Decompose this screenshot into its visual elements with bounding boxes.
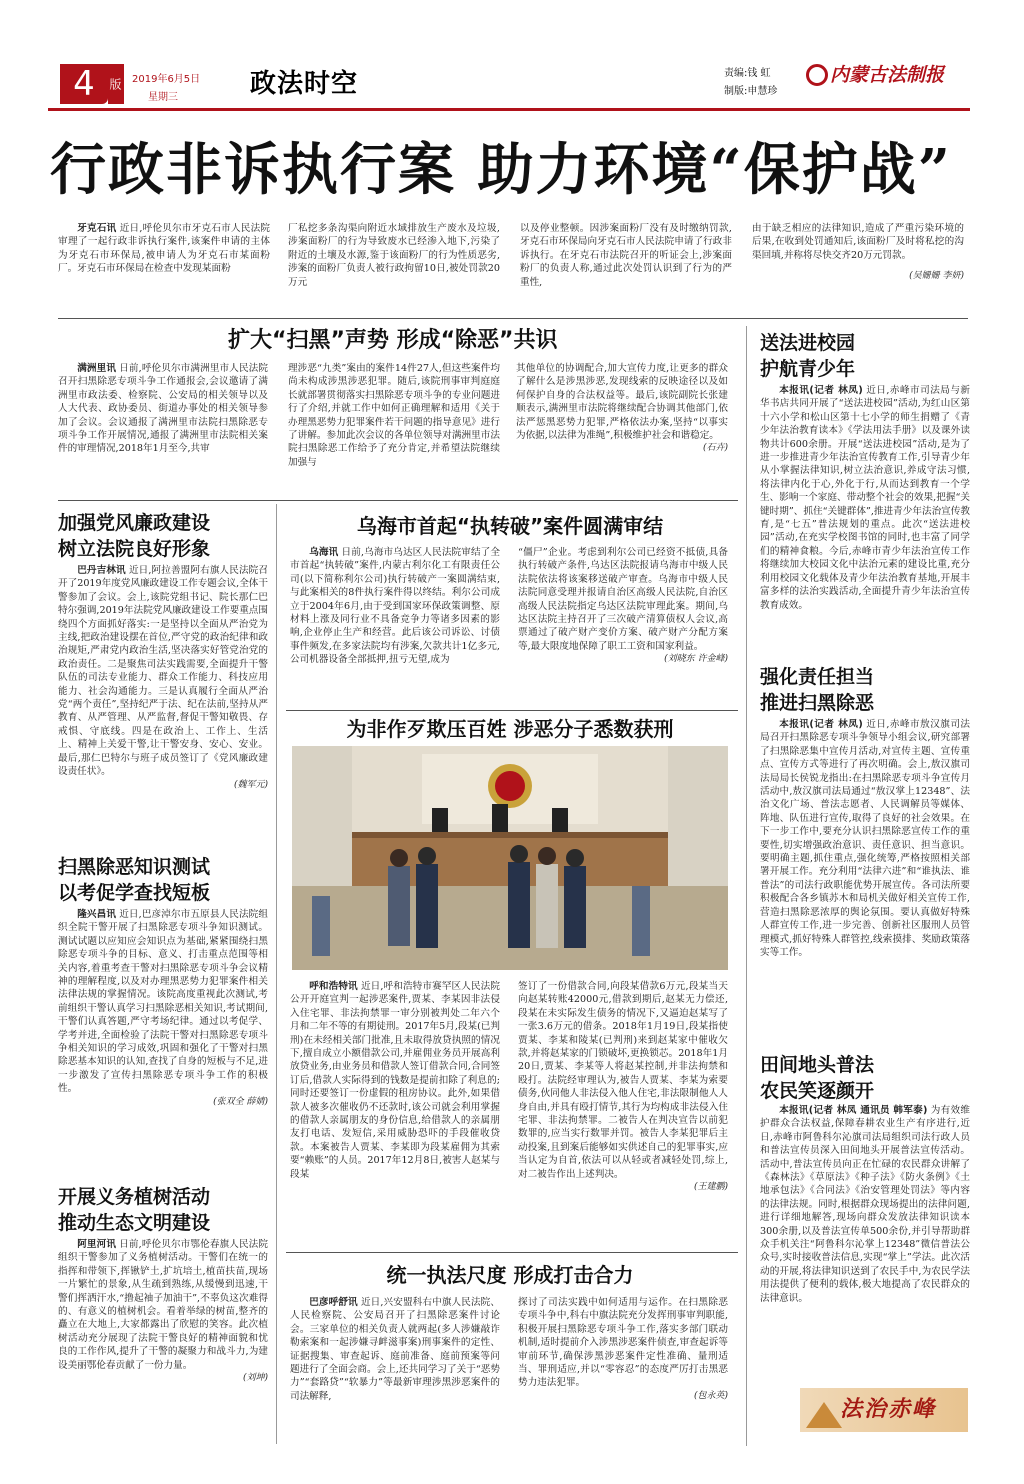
test-signature: (张双全 薛婧) [213, 1096, 268, 1107]
tree-byline: 阿里河讯 [77, 1239, 117, 1250]
xiao-byline: 本报讯(记者 林凤) [779, 385, 863, 396]
test-byline: 隆兴昌讯 [77, 909, 117, 920]
test-text: 近日,巴彦淖尔市五原县人民法院组织全院干警开展了扫黑除恶专项斗争知识测试。测试试题以应知应会知识点为基础,紧紧围绕扫黑除恶专项斗争的目标、意义、打击重点范围等相关内容,着重考查干警对扫黑除恶专项斗争会议精神的理解程度,以及对办理黑恶势力犯罪案件相关法律法规的掌握情况。该院高度重视此次测试,考前组织干警认真学习扫黑除恶相关知识,考试期间,干警们认真答题,严守考场纪律。通过以考促学、学考并进,全面检验了法院干警对扫黑除恶专项斗争相关知识的学习成效,巩固和强化了干警对扫黑除恶基本知识的认知,查找了自身的短板与不足,进一步激发了宣传扫黑除恶专项斗争工作的积极性。 [58, 909, 268, 1095]
banner-text: 法治赤峰 [840, 1396, 937, 1422]
tian-byline: 本报讯(记者 林凤 通讯员 韩军泰) [779, 1105, 928, 1116]
xiao-text: 近日,赤峰市司法局与新华书店共同开展了“送法进校园”活动,为红山区第十六小学和松山区第十七小学的师生捐赠了《青少年法治教育读本》《学法用法手册》以及课外读物共计600余册。开展“送法进校园”活动,是为了进一步推进青少年法治宣传教育工作,引导青少年从小掌握法律知识,树立法治意识,养成守法习惯,将法律内化于心,外化于行,从而达到教育一个学生、影响一个家庭、带动整个社会的效果,把握“关键时期”、抓住“关键群体”,推进青少年法治宣传教育,是“七五”普法规划的重点。此次“送法进校园”活动,在充实学校图书馆的同时,也丰富了同学们的精神食粮。今后,赤峰市青少年法治宣传工作将继续加大校园文化中法治元素的建设比重,充分利用校园文化载体及青少年法治教育基地,开展丰富多样的法治实践活动,全面提升青少年法治宣传教育成效。 [760, 385, 970, 611]
fei-col-1 [290, 980, 500, 1244]
tongyi-headline: 统一执法尺度 形成打击合力 [386, 1263, 634, 1287]
zeren-headline-1: 强化责任担当 [760, 666, 875, 688]
wuhai-signature: (刘晓东 许金峰) [664, 654, 728, 665]
sao-signature: (石卉) [702, 443, 728, 454]
test-body [58, 908, 268, 1172]
lead-signature: (吴姗姗 李妍) [909, 271, 964, 282]
fei-byline: 呼和浩特讯 [309, 981, 358, 992]
fei-headline: 为非作歹欺压百姓 涉恶分子悉数获刑 [346, 717, 674, 741]
wuhai-text-1: 日前,乌海市乌达区人民法院审结了全市首起“执转破”案件,内蒙古利尔化工有限责任公司(以下简称利尔公司)执行转破产一案圆满结束,与此案相关的8件执行案件得以终结。利尔公司成立于2004年6月,由于受到国家环保政策调整、原材料上涨及同行业不具备竞争力等诸多因素的影响,企业停止生产和经营。此后该公司诉讼、讨债事件频发,在多家法院均有涉案,欠款共计1亿多元,公司机器设备全部抵押,扭亏无望,成为 [290, 547, 500, 666]
issue-date: 2019年6月5日 [132, 74, 201, 85]
tree-headline-2: 推动生态文明建设 [58, 1212, 211, 1234]
courtroom-photo [292, 746, 728, 970]
tree-headline-1: 开展义务植树活动 [58, 1186, 211, 1208]
banner-mountain-icon [806, 1402, 842, 1428]
column-banner [800, 1388, 968, 1432]
zeren-byline: 本报讯(记者 林凤) [779, 719, 863, 730]
sao-text-3: 其他单位的协调配合,加大宣传力度,让更多的群众了解什么是涉黑涉恶,发现线索的反映途径以及如何保护自身的合法权益等。最后,该院副院长张建顺表示,满洲里市法院将继续配合协调其他部门,依法严惩黑恶势力犯罪,严格依法办案,坚持“以事实为依据,以法律为准绳”,积极维护社会和谐稳定。 [516, 363, 728, 442]
wuhai-col-2 [518, 546, 728, 706]
zeren-headline-2: 推进扫黑除恶 [760, 692, 875, 714]
fei-text-2: 签订了一份借款合同,向段某借款6万元,段某当天向赵某转账42000元,借款到期后,赵某无力偿还,段某在未实际发生债务的情况下,又逼迫赵某写了一张3.6万元的借条。2018年1月19日,段某指使贾某、李某和陵某(已判刑)来到赵某家中催收欠款,并将赵某家的门锁破坏,更换锁芯。2018年1月20日,贾某、李某等人将赵某控制,并非法拘禁和殴打。法院经审理认为,被告人贾某、李某为索要债务,伙同他人非法侵入他人住宅,非法限制他人人身自由,并具有殴打情节,其行为均构成非法侵入住宅罪、非法拘禁罪。二被告人在判决宣告以前犯数罪的,应当实行数罪并罚。被告人李某犯罪后主动投案,且到案后能够如实供述自己的犯罪事实,应当认定为自首,依法可以从轻或者减轻处罚,综上,对二被告作出上述判决。 [518, 981, 728, 1180]
layout-credit: 制版:申慧珍 [724, 86, 778, 97]
tree-body [58, 1238, 268, 1438]
tongyi-col-2 [518, 1296, 728, 1436]
courtroom-photo-image [292, 746, 728, 970]
tongyi-text-1: 近日,兴安盟科右中旗人民法院、人民检察院、公安局召开了扫黑除恶案件讨论会。三家单位的相关负责人就两起(多人涉嫌敲诈勒索案和一起涉嫌寻衅滋事案)刑事案件的定性、证据搜集、审查起诉、庭前准备、庭前预案等问题进行了全面会商。会上,还共同学习了关于“恶势力”“套路贷”“软暴力”等最新审理涉黑涉恶案件的司法解释, [290, 1297, 500, 1402]
wuhai-text-2: “僵尸”企业。考虑到利尔公司已经资不抵债,具备执行转破产条件,乌达区法院报请乌海市中级人民法院依法将该案移送破产审查。乌海市中级人民法院同意受理并报请自治区高级人民法院,自治区高级人民法院指定乌达区法院审理此案。期间,乌达区法院主持召开了三次破产清算债权人会议,高票通过了破产财产变价方案、破产财产分配方案等,最大限度地保障了职工工资和国家利益。 [518, 547, 728, 652]
divider-4 [286, 1252, 738, 1253]
lead-text-1: 近日,呼伦贝尔市牙克石市人民法院审理了一起行政非诉执行案件,该案件申请的主体为牙克石市环保局,被申请人为牙克石市某面粉厂。牙克石市环保局在检查中发现某面粉 [58, 223, 270, 275]
tongyi-text-2: 探讨了司法实践中如何适用与运作。在扫黑除恶专项斗争中,科右中旗法院充分发挥刑事审判职能,积极开展扫黑除恶专项斗争工作,落实多部门联动机制,适时提前介入涉黑涉恶案件侦查,审查起诉等审前环节,确保涉黑涉恶案件定性准确、量刑适当、罪刑适应,并以“零容忍”的态度严厉打击黑恶势力违法犯罪。 [518, 1297, 728, 1389]
divider-2 [58, 500, 738, 501]
zeren-body [760, 718, 970, 1042]
tian-headline-2: 农民笑逐颜开 [760, 1080, 875, 1102]
left-col-divider [276, 504, 277, 1444]
tian-text: 为有效维护群众合法权益,保障春耕农业生产有序进行,近日,赤峰市阿鲁科尔沁旗司法局组织司法行政人员和普法宣传员深入田间地头开展普法宣传活动。活动中,普法宣传员向正在忙碌的农民群众讲解了《森林法》《草原法》《种子法》《防火条例》《土地承包法》《合同法》《治安管理处罚法》等内容的法律法规。同时,根据群众现场提出的法律问题,进行详细地解答,现场向群众发放法律知识读本300余册,以及普法宣传单500余份,并引导帮助群众手机关注“阿鲁科尔沁掌上12348”微信普法公众号,实时接收普法信息,实现“掌上”学法。此次活动的开展,将法律知识送到了农民手中,为农民学法用法提供了便利的载体,极大地提高了农民群众的法律意识。 [760, 1105, 970, 1304]
fei-text-1: 近日,呼和浩特市赛罕区人民法院公开开庭宣判一起涉恶案件,贾某、李某因非法侵入住宅罪、非法拘禁罪一审分别被判处二年六个月和二年不等的有期徒刑。2017年5月,段某(已判刑)在未经相关部门批准,且未取得放贷执照的情况下,擅自成立小额借款公司,并雇佣业务员开展高利放贷业务,由业务员和借款人签订借款合同,合同签订后,借款人实际得到的钱数是提前扣除了利息的;同时还要签订一份虚假的租房协议。此外,如果借款人被多次催收仍不还款时,该公司就会利用掌握的借款人亲属朋友的身份信息,给借款人的亲属朋友打电话、发短信,采用威胁恐吓的手段催收贷款。本案被告人贾某、李某即为段某雇佣为其索要“赖账”的人员。2017年12月8日,被害人赵某与段某 [290, 981, 500, 1180]
sao-text-1: 日前,呼伦贝尔市满洲里市人民法院召开扫黑除恶专项斗争工作通报会,会议邀请了满洲里市政法委、检察院、公安局的相关领导以及人大代表、政协委员、街道办事处的相关领导参加了会议。会议通报了满洲里市法院扫黑除恶专项斗争工作开展情况,通报了满洲里市法院相关案件的审理情况,2018年1月至今,共审 [58, 363, 268, 455]
page-ban: 版 [108, 64, 124, 104]
right-col-divider [746, 326, 747, 1446]
test-headline-1: 扫黑除恶知识测试 [58, 856, 211, 878]
lead-byline: 牙克石讯 [77, 223, 117, 234]
xiao-body [760, 384, 970, 654]
dang-signature: (魏军元) [233, 779, 268, 790]
xiao-headline-2: 护航青少年 [760, 358, 856, 380]
fei-signature: (王建鹏) [693, 1182, 728, 1193]
tian-headline-1: 田间地头普法 [760, 1054, 875, 1076]
zeren-text: 近日,赤峰市敖汉旗司法局召开扫黑除恶专项斗争领导小组会议,研究部署了扫黑除恶集中宣传月活动,对宣传主题、宣传重点、宣传方式等进行了再次明确。会上,敖汉旗司法局局长侯锐龙指出:在扫黑除恶专项斗争宣传月活动中,敖汉旗司法局通过“敖汉掌上12348”、法治文化广场、普法志愿者、人民调解员等媒体、阵地、队伍进行宣传,取得了良好的社会效果。在下一步工作中,要充分认识扫黑除恶宣传工作的重要性,切实增强政治意识、责任意识、担当意识。要明确主题,抓住重点,强化统筹,严格按照相关部署开展工作。充分利用“法律六进”和“谁执法、谁普法”的司法行政职能优势开展宣传。各司法所要积极配合各乡镇苏木和局机关做好相关宣传工作,营造扫黑除恶浓厚的舆论氛围。要认真做好特殊人群宣传工作,进一步完善、创新社区服刑人员管理模式,抓好特殊人群管控,线索摸排、奖励政策落实等工作。 [760, 719, 970, 958]
divider-3 [286, 710, 738, 711]
xiao-headline-1: 送法进校园 [760, 332, 856, 354]
sao-col-1 [58, 362, 268, 494]
sao-headline: 扩大“扫黑”声势 形成“除恶”共识 [228, 328, 558, 353]
wuhai-byline: 乌海讯 [309, 547, 339, 558]
test-headline-2: 以考促学查找短板 [58, 882, 211, 904]
sao-col-2: 理涉恶“九类”案由的案件14件27人,但这些案件均尚未构成涉黑涉恶犯罪。随后,该院刑事审判庭庭长就部署贯彻落实扫黑除恶专项斗争的专业问题进行了介绍,并就工作中如何正确理解和适用《关于办理黑恶势力犯罪案件若干问题的指导意见》进行了讲解。参加此次会议的各单位领导对满洲里市法院扫黑除恶工作给予了充分肯定,并希望法院继续加强与 [288, 363, 500, 468]
tree-text: 日前,呼伦贝尔市鄂伦春旗人民法院组织干警参加了义务植树活动。干警们在统一的指挥和带领下,挥锹铲土,扩坑培土,植苗扶苗,现场一片繁忙的景象,从生疏到熟练,从缓慢到迅速,干警们挥洒汗水,“撸起袖子加油干”,不辜负这次难得的、有意义的植树机会。看着举绿的树苗,整齐的矗立在大地上,大家都露出了欣慰的笑容。此次植树活动充分展现了法院干警良好的精神面貌和忧良的工作作风,提升了干警的凝聚力和战斗力,为建设美丽鄂伦春贡献了一份力量。 [58, 1239, 268, 1371]
sao-col-3 [516, 362, 728, 494]
lead-col-4 [752, 222, 964, 310]
issue-weekday: 星期三 [148, 92, 178, 103]
section-title: 政法时空 [250, 69, 359, 99]
lead-col-1 [58, 222, 270, 302]
masthead-rule [48, 108, 970, 111]
lead-col-3: 以及停业整顿。因涉案面粉厂没有及时缴纳罚款,牙克石市环保局向牙克石市人民法院申请了行政非诉执行。在牙克石市法院召开的听证会上,涉案面粉厂的负责人称,通过此次处罚认识到了行为的严重性, [520, 223, 732, 288]
dang-byline: 巴丹吉林讯 [77, 565, 126, 576]
tree-signature: (刘坤) [242, 1373, 268, 1384]
divider-1 [58, 318, 968, 319]
tongyi-signature: (包永英) [693, 1390, 728, 1401]
wuhai-col-1 [290, 546, 500, 706]
wuhai-headline: 乌海市首起“执转破”案件圆满审结 [356, 514, 664, 538]
tongyi-col-1 [290, 1296, 500, 1436]
lead-text-4: 由于缺乏相应的法律知识,造成了严重污染环境的后果,在收到处罚通知后,该面粉厂及时将私挖的沟渠回填,并称将尽快交齐20万元罚款。 [752, 223, 964, 261]
lead-col-2: 厂私挖多条沟渠向附近水域排放生产废水及垃圾,涉案面粉厂的行为导致废水已经渗入地下,污染了附近的土壤及水源,鉴于该面粉厂的行为性质恶劣,涉案的面粉厂负责人被行政拘留10日,被处罚款20万元 [288, 223, 500, 288]
masthead [48, 58, 978, 110]
dang-text: 近日,阿拉善盟阿右旗人民法院召开了2019年度党风廉政建设工作专题会议,全体干警参加了会议。会上,该院党组书记、院长那仁巴特尔强调,2019年法院党风廉政建设工作要重点围绕四个方面抓好落实:一是坚持以全面从严治党为主线,把政治建设摆在首位,严守党的政治纪律和政治规矩,严肃党内政治生活,坚决落实好管党治党的政治责任。二是聚焦司法实践需要,全面提升干警队伍的司法专业能力、群众工作能力、科技应用能力、社会沟通能力。三是认真履行全面从严治党“两个责任”,坚持纪严于法、纪在法前,坚持从严教育、从严管理、从严监督,督促干警知敬畏、存戒惧、守底线。四是在政治上、工作上、生活上、精神上关爱干警,让干警安身、安心、安业。最后,那仁巴特尔与班子成员签订了《党风廉政建设责任状》。 [58, 565, 268, 778]
tongyi-byline: 巴彦呼舒讯 [309, 1297, 358, 1308]
dang-headline-1: 加强党风廉政建设 [58, 512, 211, 534]
page-number: 4 [60, 64, 108, 104]
dang-headline-2: 树立法院良好形象 [58, 538, 211, 560]
lead-headline: 行政非诉执行案 助力环境“保护战” [50, 137, 952, 203]
fei-col-2 [518, 980, 728, 1244]
paper-logo-icon [806, 64, 828, 86]
tian-body [760, 1104, 970, 1384]
editor-credit: 责编:钱 虹 [724, 68, 771, 79]
dang-body [58, 564, 268, 846]
paper-name: 内蒙古法制报 [830, 64, 945, 86]
sao-byline: 满洲里讯 [77, 363, 117, 374]
